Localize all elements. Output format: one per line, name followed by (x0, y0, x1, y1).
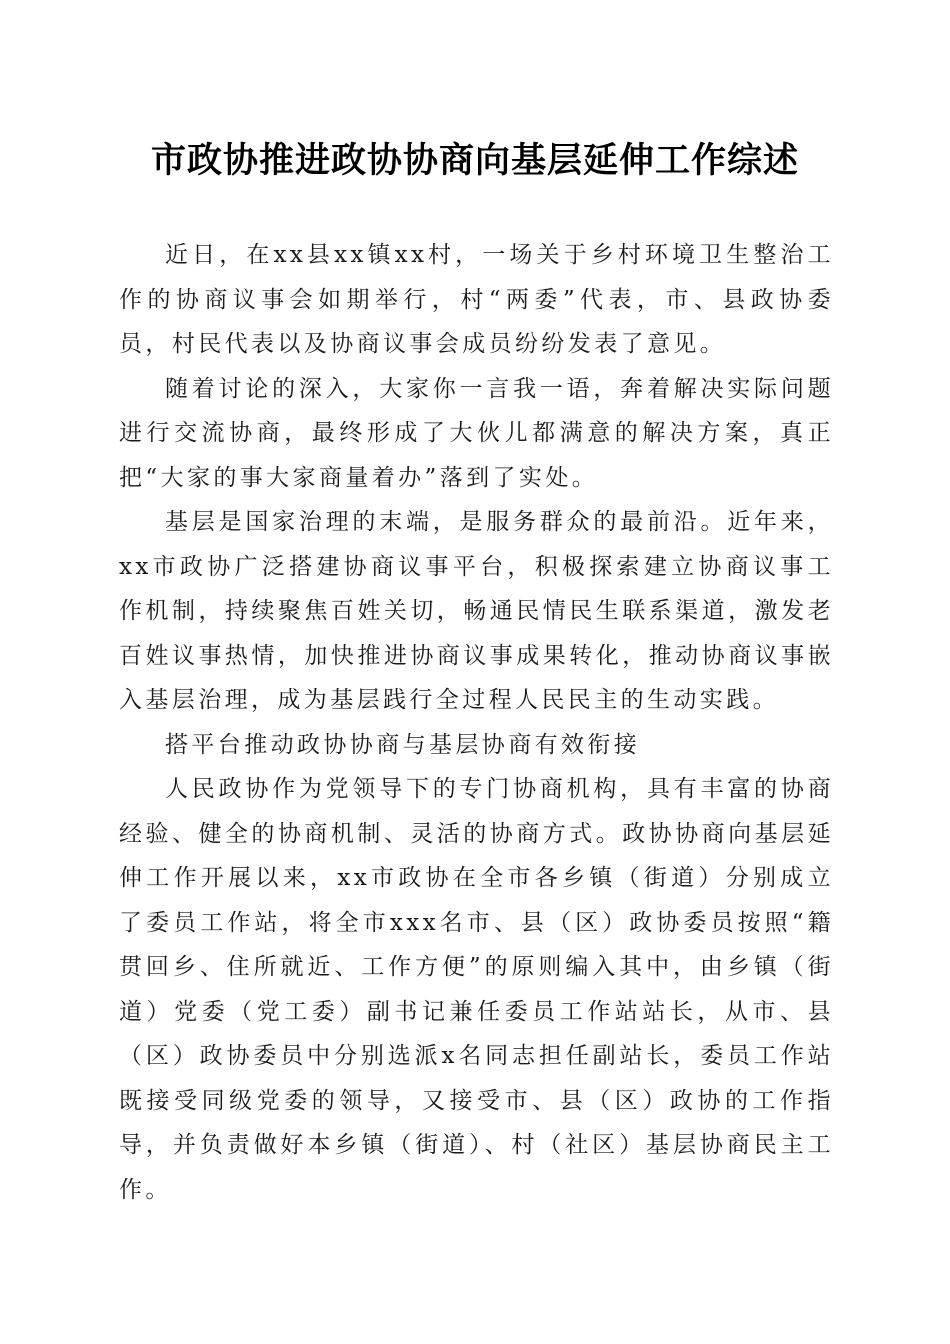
paragraph-cppcc: 人民政协作为党领导下的专门协商机构，具有丰富的协商经验、健全的协商机制、灵活的协商方式。政协协商向基层延伸工作开展以来，xx市政协在全市各乡镇（街道）分别成立了委员工作站，将全市xxx名市、县（区）政协委员按照“籍贯回乡、住所就近、工作方便”的原则编入其中，由乡镇（街道）党委（党工委）副书记兼任委员工作站站长，从市、县（区）政协委员中分别选派x名同志担任副站长，委员工作站既接受同级党委的领导，又接受市、县（区）政协的工作指导，并负责做好本乡镇（街道）、村（社区）基层协商民主工作。 (119, 776, 834, 1203)
paragraph-intro: 近日，在xx县xx镇xx村，一场关于乡村环境卫生整治工作的协商议事会如期举行，村“两委”代表，市、县政协委员，村民代表以及协商议事会成员纷纷发表了意见。 (119, 242, 834, 357)
document-title: 市政协推进政协协商向基层延伸工作综述 (150, 140, 799, 181)
paragraph-grassroots: 基层是国家治理的末端，是服务群众的最前沿。近年来，xx市政协广泛搭建协商议事平台，积极探索建立协商议事工作机制，持续聚焦百姓关切，畅通民情民生联系渠道，激发老百姓议事热情，加快推进协商议事成果转化，推动协商议事嵌入基层治理，成为基层践行全过程人民民主的生动实践。 (119, 509, 834, 713)
section-heading: 搭平台推动政协协商与基层协商有效衔接 (165, 731, 641, 758)
document-body (119, 233, 834, 1212)
paragraph-discussion: 随着讨论的深入，大家你一言我一语，奔着解决实际问题进行交流协商，最终形成了大伙儿都满意的解决方案，真正把“大家的事大家商量着办”落到了实处。 (119, 375, 834, 491)
